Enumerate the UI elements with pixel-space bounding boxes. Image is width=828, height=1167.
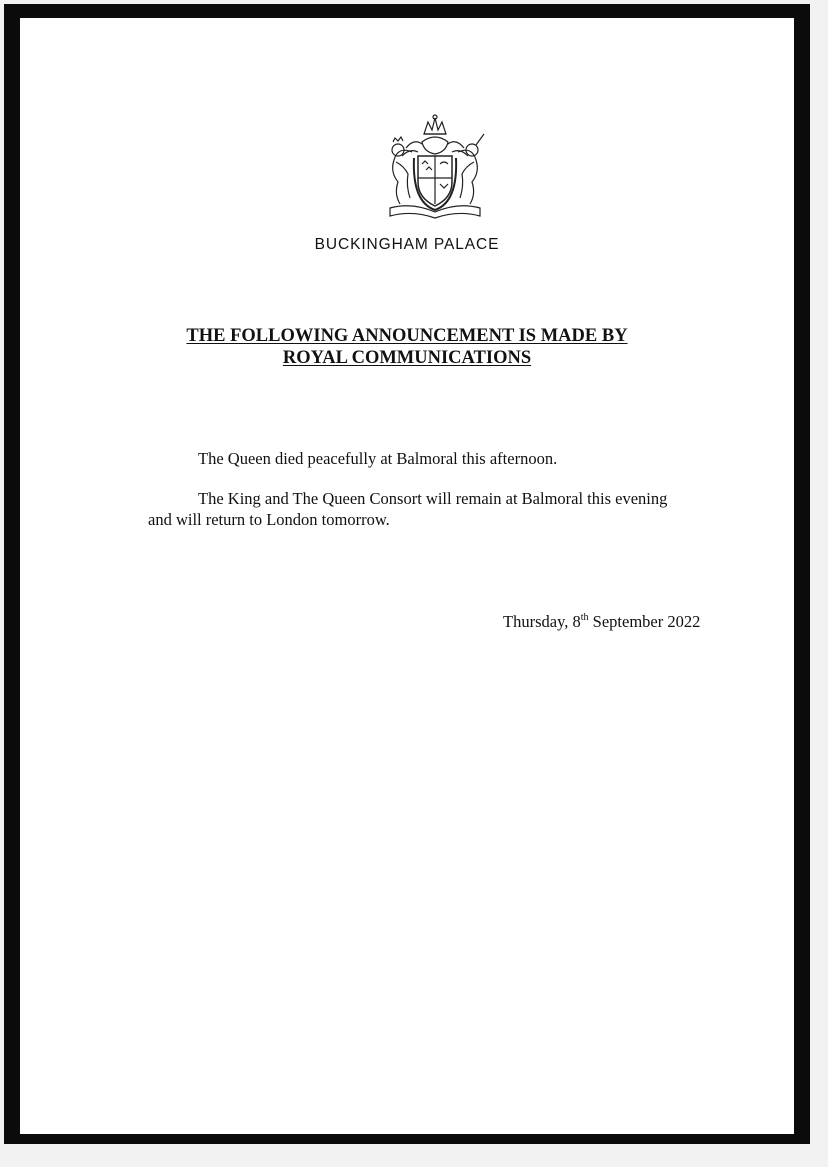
paragraph-1-text: The Queen died peacefully at Balmoral this afternoon. [198, 449, 558, 468]
announcement-heading [20, 325, 794, 369]
paragraph-1 [148, 448, 728, 469]
date-rest: September 2022 [588, 612, 701, 631]
heading-line-1: THE FOLLOWING ANNOUNCEMENT IS MADE BY [186, 326, 628, 346]
date-line [503, 611, 700, 632]
date-weekday: Thursday, 8 [503, 612, 581, 631]
paragraph-2 [148, 488, 728, 530]
date-ordinal-suffix: th [580, 612, 589, 623]
heading-line-2: ROYAL COMMUNICATIONS [282, 348, 532, 368]
document-frame [4, 4, 810, 1144]
paragraph-2-line-1: The King and The Queen Consort will remain at Balmoral this evening [198, 489, 668, 508]
royal-coat-of-arms-icon [376, 112, 494, 220]
letterhead-place: BUCKINGHAM PALACE [314, 236, 500, 253]
document-page [20, 18, 794, 1134]
paragraph-2-line-2: and will return to London tomorrow. [148, 510, 390, 529]
